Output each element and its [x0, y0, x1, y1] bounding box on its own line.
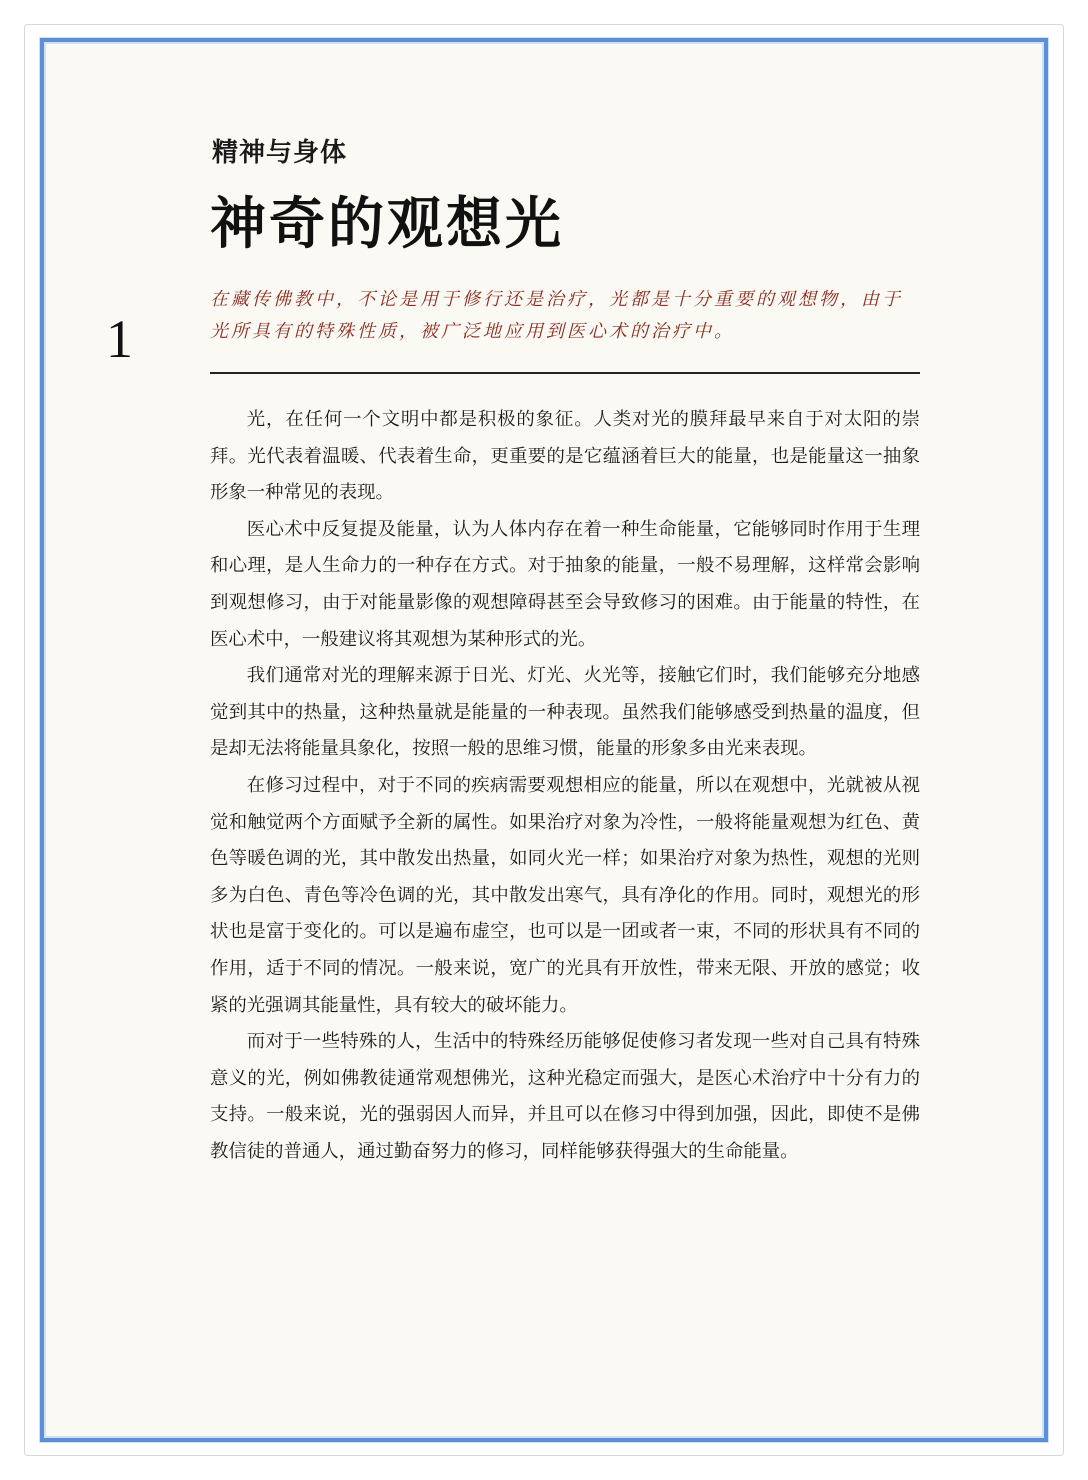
- paragraph: 光，在任何一个文明中都是积极的象征。人类对光的膜拜最早来自于对太阳的崇拜。光代表着温暖、代表着生命，更重要的是它蕴涵着巨大的能量，也是能量这一抽象形象一种常见的表现。: [210, 409, 920, 504]
- divider-rule: [210, 372, 920, 374]
- paragraph: 医心术中反复提及能量，认为人体内存在着一种生命能量，它能够同时作用于生理和心理，是人生命力的一种存在方式。对于抽象的能量，一般不易理解，这样常会影响到观想修习，由于对能量影像的观想障碍甚至会导致修习的困难。由于能量的特性，在医心术中，一般建议将其观想为某种形式的光。: [210, 518, 920, 650]
- chapter-number: 1: [106, 309, 133, 369]
- page-frame: [40, 38, 1048, 1442]
- book-page: [44, 42, 1044, 1438]
- page-title: 神奇的观想光: [210, 191, 564, 257]
- section-subtitle: 精神与身体: [212, 138, 348, 168]
- paragraph: 我们通常对光的理解来源于日光、灯光、火光等，接触它们时，我们能够充分地感觉到其中的热量，这种热量就是能量的一种表现。虽然我们能够感受到热量的温度，但是却无法将能量具象化，按照一般的思维习惯，能量的形象多由光来表现。: [210, 665, 920, 760]
- intro-paragraph: 在藏传佛教中，不论是用于修行还是治疗，光都是十分重要的观想物，由于光所具有的特殊性质，被广泛地应用到医心术的治疗中。: [210, 289, 903, 342]
- paragraph: 在修习过程中，对于不同的疾病需要观想相应的能量，所以在观想中，光就被从视觉和触觉两个方面赋予全新的属性。如果治疗对象为冷性，一般将能量观想为红色、黄色等暖色调的光，其中散发出热量，如同火光一样；如果治疗对象为热性，观想的光则多为白色、青色等冷色调的光，其中散发出寒气，具有净化的作用。同时，观想光的形状也是富于变化的。可以是遍布虚空，也可以是一团或者一束，不同的形状具有不同的作用，适于不同的情况。一般来说，宽广的光具有开放性，带来无限、开放的感觉；收紧的光强调其能量性，具有较大的破坏能力。: [210, 774, 920, 1016]
- body-text: [210, 402, 920, 1170]
- paragraph: 而对于一些特殊的人，生活中的特殊经历能够促使修习者发现一些对自己具有特殊意义的光，例如佛教徒通常观想佛光，这种光稳定而强大，是医心术治疗中十分有力的支持。一般来说，光的强弱因人而异，并且可以在修习中得到加强，因此，即使不是佛教信徒的普通人，通过勤奋努力的修习，同样能够获得强大的生命能量。: [210, 1031, 920, 1162]
